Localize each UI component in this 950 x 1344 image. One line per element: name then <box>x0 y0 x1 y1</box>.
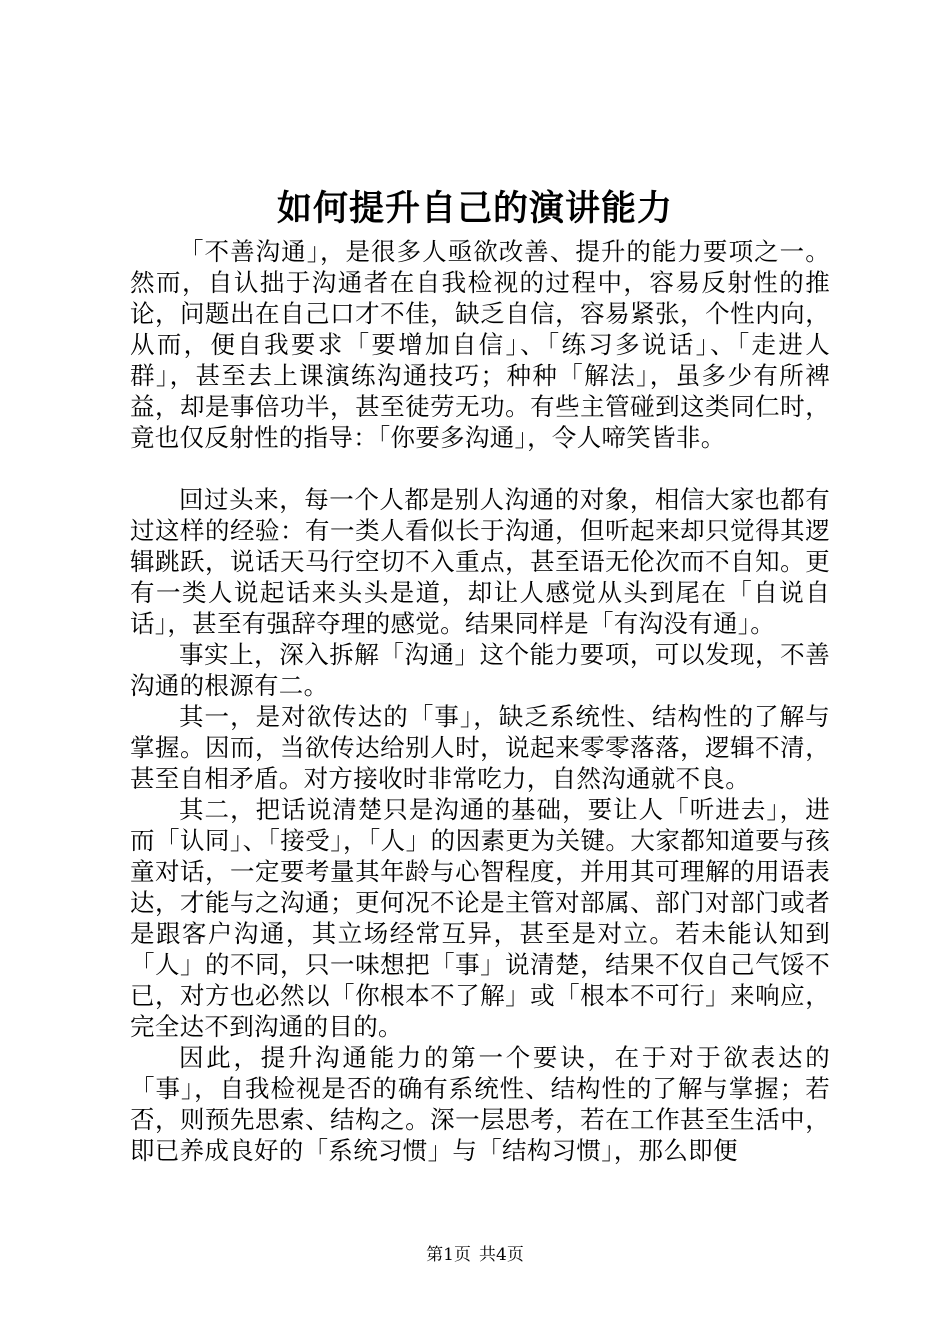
paragraph-5: 其二，把话说清楚只是沟通的基础，要让人「听进去」，进而「认同」、「接受」，「人」的因素更为关键。大家都知道要与孩童对话，一定要考量其年龄与心智程度，并用其可理解的用语表达，才能与之沟通；更何况不论是主管对部属、部门对部门或者是跟客户沟通，其立场经常互异，甚至是对立。若未能认知到「人」的不同，只一味想把「事」说清楚，结果不仅自己气馁不已，对方也必然以「你根本不了解」或「根本不可行」来响应，完全达不到沟通的目的。 <box>130 795 830 1041</box>
document-body <box>130 236 830 1166</box>
paragraph-6: 因此，提升沟通能力的第一个要诀，在于对于欲表达的「事」，自我检视是否的确有系统性、结构性的了解与掌握；若否，则预先思索、结构之。深一层思考，若在工作甚至生活中，即已养成良好的「系统习惯」与「结构习惯」，那么即便 <box>130 1043 830 1165</box>
page-number: 第1页 <box>426 1245 471 1265</box>
paragraph-2: 回过头来，每一个人都是别人沟通的对象，相信大家也都有过这样的经验：有一类人看似长于沟通，但听起来却只觉得其逻辑跳跃，说话天马行空切不入重点，甚至语无伦次而不自知。更有一类人说起话来头头是道，却让人感觉从头到尾在「自说自话」，甚至有强辞夺理的感觉。结果同样是「有沟没有通」。 <box>130 485 830 638</box>
page-total: 共4页 <box>479 1245 524 1265</box>
document-title: 如何提升自己的演讲能力 <box>276 188 673 229</box>
paragraph-spacer <box>130 453 830 484</box>
paragraph-1: 「不善沟通」，是很多人亟欲改善、提升的能力要项之一。然而，自认拙于沟通者在自我检视的过程中，容易反射性的推论，问题出在自己口才不佳，缺乏自信，容易紧张，个性内向，从而，便自我要求「要增加自信」、「练习多说话」、「走进人群」，甚至去上课演练沟通技巧；种种「解法」，虽多少有所裨益，却是事倍功半，甚至徒劳无功。有些主管碰到这类同仁时，竟也仅反射性的指导：「你要多沟通」，令人啼笑皆非。 <box>130 237 830 452</box>
page-footer <box>0 1243 950 1267</box>
paragraph-4: 其一，是对欲传达的「事」，缺乏系统性、结构性的了解与掌握。因而，当欲传达给别人时，说起来零零落落，逻辑不清，甚至自相矛盾。对方接收时非常吃力，自然沟通就不良。 <box>130 702 830 793</box>
paragraph-3: 事实上，深入拆解「沟通」这个能力要项，可以发现，不善沟通的根源有二。 <box>130 640 830 700</box>
